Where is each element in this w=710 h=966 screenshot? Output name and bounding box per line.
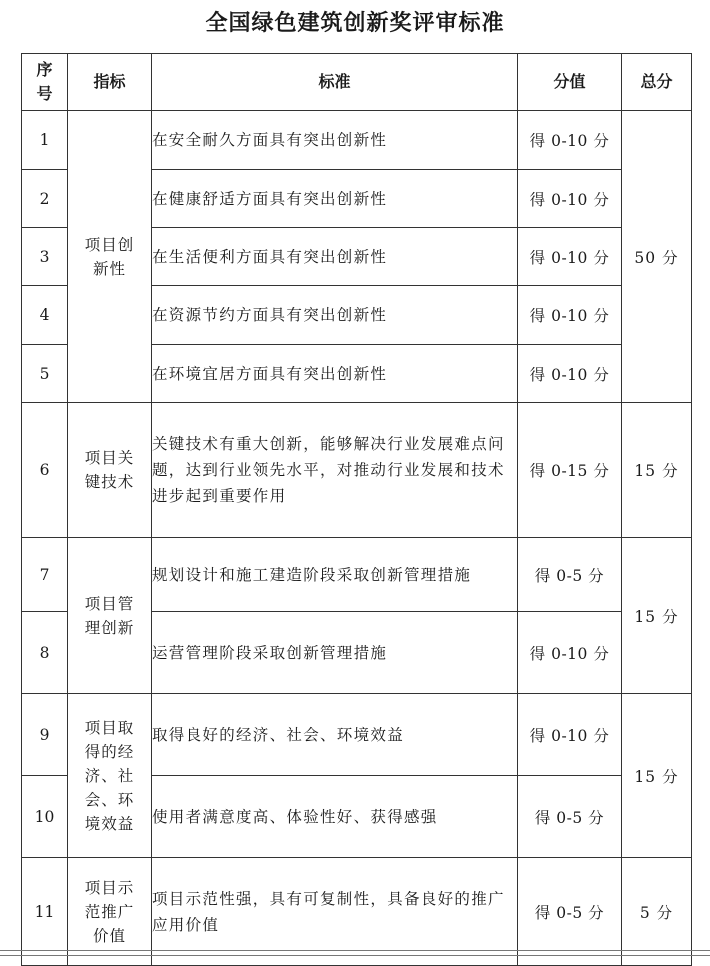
- row-number: 10: [22, 776, 68, 858]
- header-total: 总分: [622, 54, 692, 111]
- score-cell: 得 0-5 分: [518, 538, 622, 612]
- table-row: [22, 694, 692, 776]
- row-number: 5: [22, 345, 68, 403]
- row-number: 8: [22, 612, 68, 694]
- row-number: 11: [22, 858, 68, 966]
- score-cell: 得 0-10 分: [518, 694, 622, 776]
- total-cell: 15 分: [622, 538, 692, 694]
- score-cell: 得 0-10 分: [518, 228, 622, 286]
- indicator-cell: 项目创新性: [68, 111, 152, 403]
- score-cell: 得 0-10 分: [518, 111, 622, 170]
- standard-cell: 在安全耐久方面具有突出创新性: [152, 111, 518, 170]
- standard-cell: 在生活便利方面具有突出创新性: [152, 228, 518, 286]
- header-indicator: 指标: [68, 54, 152, 111]
- table-row: [22, 538, 692, 612]
- score-cell: 得 0-15 分: [518, 403, 622, 538]
- total-cell: 15 分: [622, 694, 692, 858]
- indicator-cell: 项目示范推广价值: [68, 858, 152, 966]
- score-cell: 得 0-5 分: [518, 776, 622, 858]
- page-title: 全国绿色建筑创新奖评审标准: [205, 11, 505, 36]
- standard-cell: 取得良好的经济、社会、环境效益: [152, 694, 518, 776]
- page-bottom-rule: [0, 950, 710, 956]
- row-number: 2: [22, 170, 68, 228]
- row-number: 7: [22, 538, 68, 612]
- indicator-cell: 项目管理创新: [68, 538, 152, 694]
- table-row: [22, 403, 692, 538]
- score-cell: 得 0-10 分: [518, 612, 622, 694]
- score-cell: 得 0-10 分: [518, 345, 622, 403]
- indicator-cell: 项目关键技术: [68, 403, 152, 538]
- row-number: 1: [22, 111, 68, 170]
- row-number: 3: [22, 228, 68, 286]
- standard-cell: 关键技术有重大创新，能够解决行业发展难点问题，达到行业领先水平，对推动行业发展和技术进步起到重要作用: [152, 403, 518, 538]
- score-cell: 得 0-5 分: [518, 858, 622, 966]
- standard-cell: 项目示范性强，具有可复制性，具备良好的推广应用价值: [152, 858, 518, 966]
- header-row: [22, 54, 692, 111]
- standard-cell: 使用者满意度高、体验性好、获得感强: [152, 776, 518, 858]
- standard-cell: 在环境宜居方面具有突出创新性: [152, 345, 518, 403]
- row-number: 4: [22, 286, 68, 345]
- row-number: 6: [22, 403, 68, 538]
- score-cell: 得 0-10 分: [518, 170, 622, 228]
- standard-cell: 在健康舒适方面具有突出创新性: [152, 170, 518, 228]
- indicator-cell: 项目取得的经济、社会、环境效益: [68, 694, 152, 858]
- header-standard: 标准: [152, 54, 518, 111]
- table-row: [22, 111, 692, 170]
- row-number: 9: [22, 694, 68, 776]
- header-score: 分值: [518, 54, 622, 111]
- standard-cell: 运营管理阶段采取创新管理措施: [152, 612, 518, 694]
- total-cell: 5 分: [622, 858, 692, 966]
- standard-cell: 在资源节约方面具有突出创新性: [152, 286, 518, 345]
- standard-cell: 规划设计和施工建造阶段采取创新管理措施: [152, 538, 518, 612]
- score-cell: 得 0-10 分: [518, 286, 622, 345]
- criteria-table: [21, 53, 692, 966]
- total-cell: 50 分: [622, 111, 692, 403]
- header-no: 序号: [22, 54, 68, 111]
- total-cell: 15 分: [622, 403, 692, 538]
